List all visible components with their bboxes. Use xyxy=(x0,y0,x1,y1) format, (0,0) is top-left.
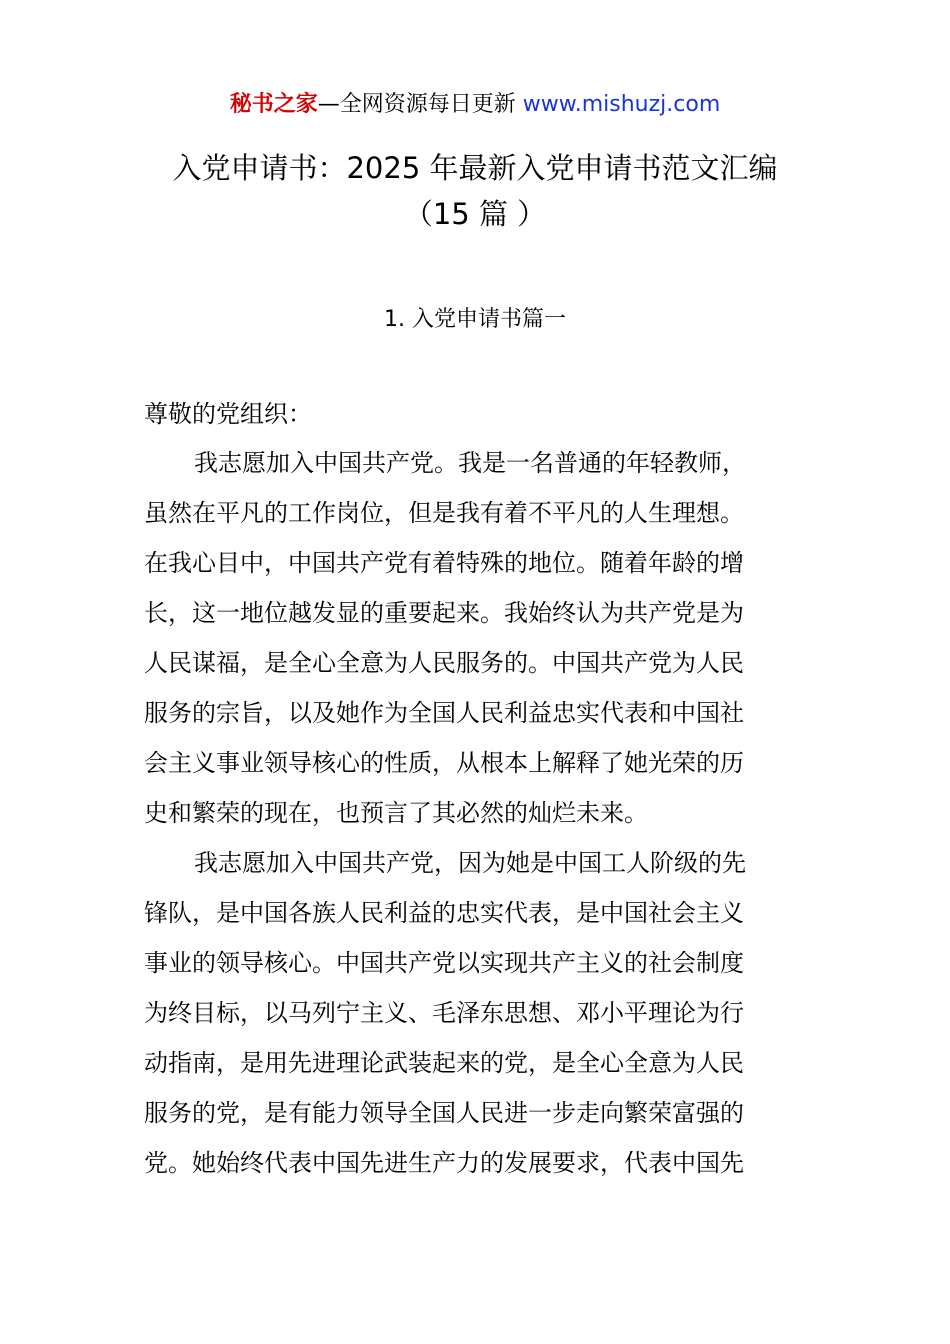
document-title xyxy=(100,145,850,237)
document-title-line-2: （15 篇 ） xyxy=(403,197,547,231)
paragraph-line: 事业的领导核心。中国共产党以实现共产主义的社会制度 xyxy=(144,949,744,977)
paragraph-line: 动指南，是用先进理论武装起来的党，是全心全意为人民 xyxy=(144,1049,744,1077)
salutation: 尊敬的党组织： xyxy=(144,400,312,428)
paragraph-line: 为终目标，以马列宁主义、毛泽东思想、邓小平理论为行 xyxy=(144,999,744,1027)
section-heading: 1. 入党申请书篇一 xyxy=(384,307,566,332)
site-header xyxy=(0,88,950,122)
paragraph-line: 虽然在平凡的工作岗位，但是我有着不平凡的人生理想。 xyxy=(144,499,744,527)
paragraph-line: 锋队，是中国各族人民利益的忠实代表，是中国社会主义 xyxy=(144,899,744,927)
paragraph-line: 服务的宗旨，以及她作为全国人民利益忠实代表和中国社 xyxy=(144,699,744,727)
document-title-line-1: 入党申请书：2025 年最新入党申请书范文汇编 xyxy=(172,151,778,185)
paragraph-line: 长，这一地位越发显的重要起来。我始终认为共产党是为 xyxy=(144,599,744,627)
site-brand: 秘书之家 xyxy=(229,92,318,117)
paragraph-line: 党。她始终代表中国先进生产力的发展要求，代表中国先 xyxy=(144,1149,744,1177)
site-url-link[interactable]: www.mishuzj.com xyxy=(522,92,721,117)
paragraph-line: 我志愿加入中国共产党，因为她是中国工人阶级的先 xyxy=(194,849,746,877)
paragraph-line: 在我心目中，中国共产党有着特殊的地位。随着年龄的增 xyxy=(144,549,744,577)
paragraph-line: 服务的党，是有能力领导全国人民进一步走向繁荣富强的 xyxy=(144,1099,744,1127)
site-tagline: —全网资源每日更新 xyxy=(317,92,523,117)
paragraph-line: 史和繁荣的现在，也预言了其必然的灿烂未来。 xyxy=(144,799,648,827)
paragraph-line: 我志愿加入中国共产党。我是一名普通的年轻教师， xyxy=(194,449,746,477)
paragraph-line: 会主义事业领导核心的性质，从根本上解释了她光荣的历 xyxy=(144,749,744,777)
paragraph-line: 人民谋福，是全心全意为人民服务的。中国共产党为人民 xyxy=(144,649,744,677)
